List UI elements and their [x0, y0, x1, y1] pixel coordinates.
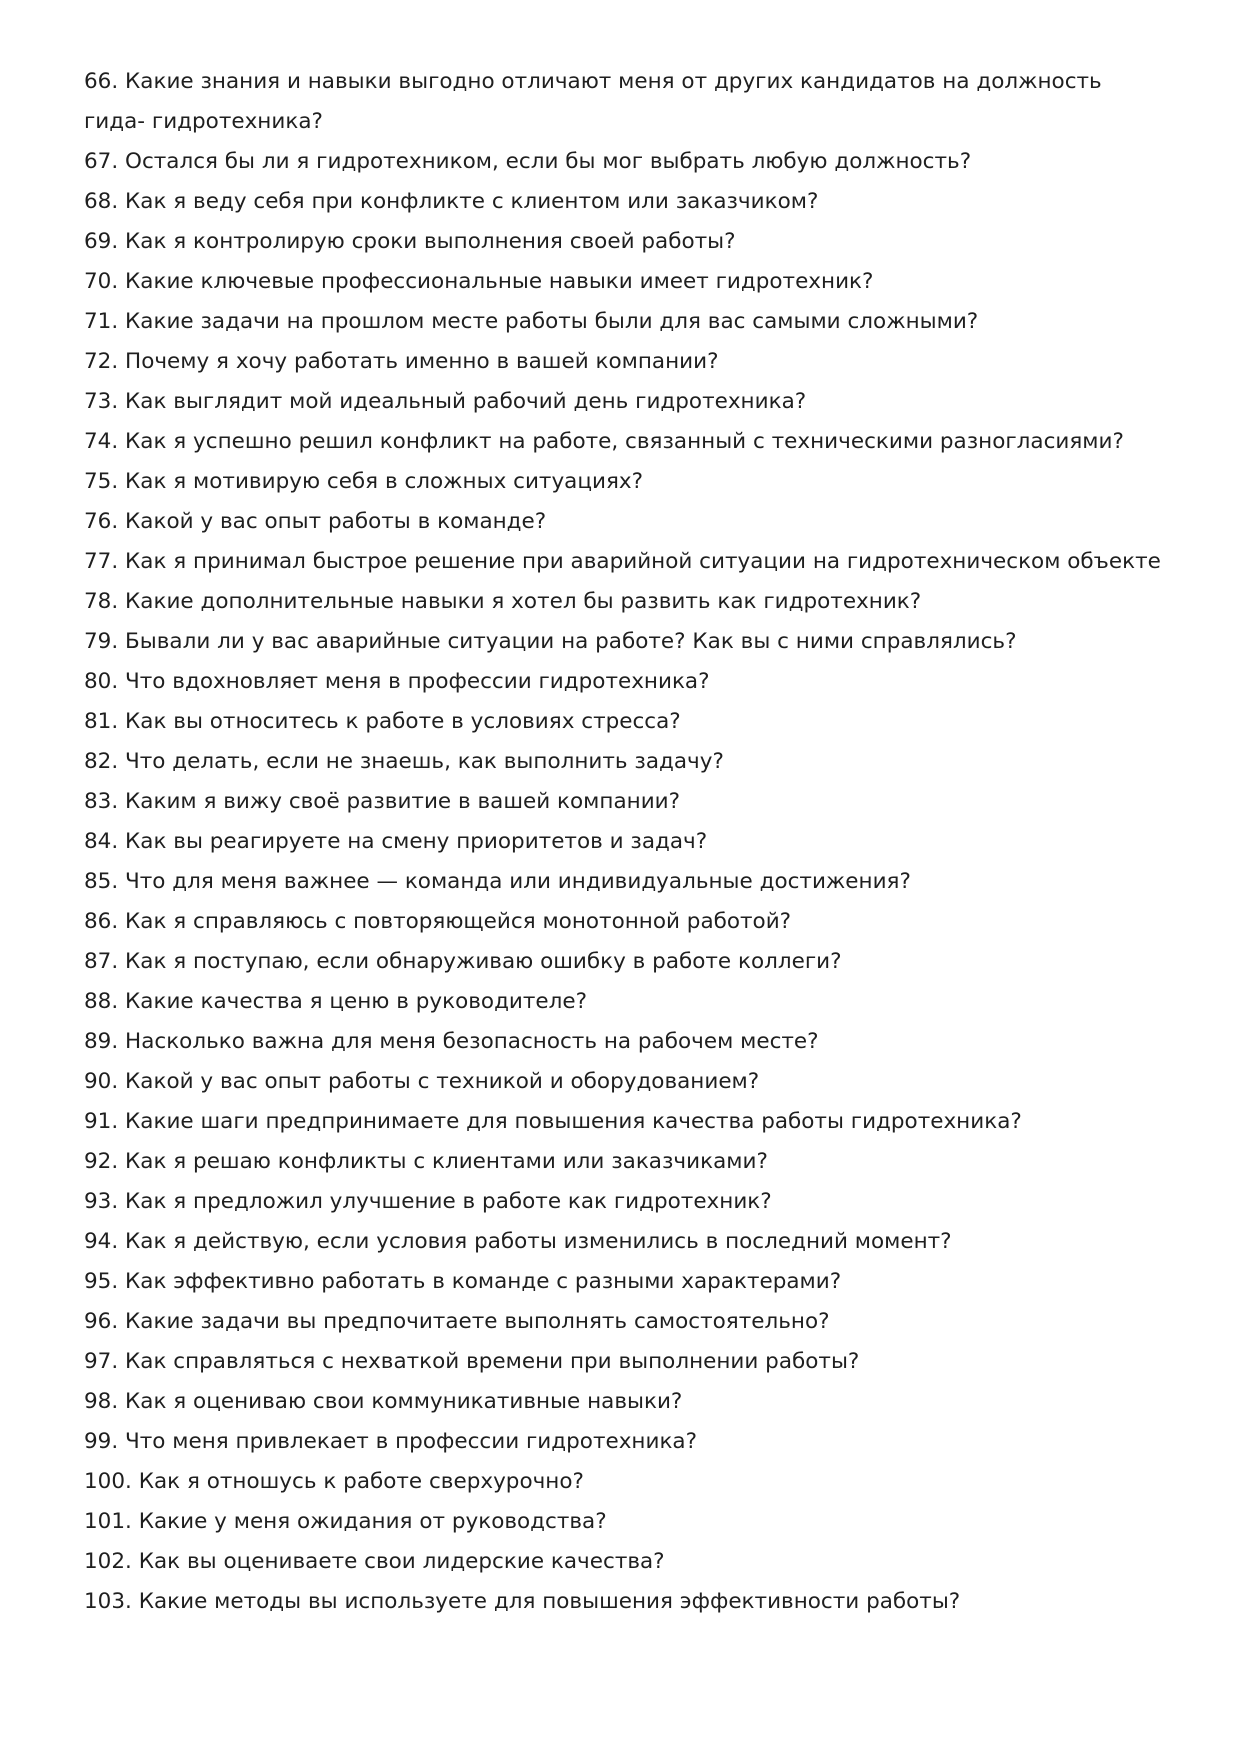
question-item: 74. Как я успешно решил конфликт на работе, связанный с техническими разногласиями?	[84, 429, 1124, 454]
question-item: 102. Как вы оцениваете свои лидерские качества?	[84, 1549, 665, 1574]
question-item: 72. Почему я хочу работать именно в вашей компании?	[84, 349, 719, 374]
question-list	[84, 62, 1164, 1622]
question-item: 73. Как выглядит мой идеальный рабочий день гидротехника?	[84, 389, 807, 414]
question-item: 80. Что вдохновляет меня в профессии гидротехника?	[84, 669, 710, 694]
question-item: 79. Бывали ли у вас аварийные ситуации на работе? Как вы с ними справлялись?	[84, 629, 1017, 654]
question-item: 93. Как я предложил улучшение в работе как гидротехник?	[84, 1189, 772, 1214]
question-item: 103. Какие методы вы используете для повышения эффективности работы?	[84, 1589, 961, 1614]
question-item: 70. Какие ключевые профессиональные навыки имеет гидротехник?	[84, 269, 874, 294]
question-item: 77. Как я принимал быстрое решение при аварийной ситуации на гидротехническом объекте	[84, 549, 1161, 574]
question-item: 69. Как я контролирую сроки выполнения своей работы?	[84, 229, 736, 254]
question-item: 99. Что меня привлекает в профессии гидротехника?	[84, 1429, 698, 1454]
question-item: 83. Каким я вижу своё развитие в вашей компании?	[84, 789, 681, 814]
question-item: 67. Остался бы ли я гидротехником, если бы мог выбрать любую должность?	[84, 149, 972, 174]
question-item: 90. Какой у вас опыт работы с техникой и оборудованием?	[84, 1069, 760, 1094]
question-item: 96. Какие задачи вы предпочитаете выполнять самостоятельно?	[84, 1309, 830, 1334]
question-item: 82. Что делать, если не знаешь, как выполнить задачу?	[84, 749, 724, 774]
question-item: 71. Какие задачи на прошлом месте работы были для вас самыми сложными?	[84, 309, 979, 334]
question-item: 95. Как эффективно работать в команде с разными характерами?	[84, 1269, 842, 1294]
question-item: 97. Как справляться с нехваткой времени при выполнении работы?	[84, 1349, 860, 1374]
question-item: 92. Как я решаю конфликты с клиентами или заказчиками?	[84, 1149, 768, 1174]
question-item: 91. Какие шаги предпринимаете для повышения качества работы гидротехника?	[84, 1109, 1022, 1134]
question-item: 98. Как я оцениваю свои коммуникативные навыки?	[84, 1389, 683, 1414]
question-item: 68. Как я веду себя при конфликте с клиентом или заказчиком?	[84, 189, 819, 214]
question-item: 89. Насколько важна для меня безопасность на рабочем месте?	[84, 1029, 819, 1054]
question-item: 85. Что для меня важнее — команда или индивидуальные достижения?	[84, 869, 911, 894]
question-item: 101. Какие у меня ожидания от руководства?	[84, 1509, 607, 1534]
question-item: 100. Как я отношусь к работе сверхурочно?	[84, 1469, 584, 1494]
question-item: 81. Как вы относитесь к работе в условиях стресса?	[84, 709, 681, 734]
question-item: 66. Какие знания и навыки выгодно отличают меня от других кандидатов на должность гида- гидротехника?	[84, 69, 1102, 134]
question-item: 87. Как я поступаю, если обнаруживаю ошибку в работе коллеги?	[84, 949, 842, 974]
question-item: 76. Какой у вас опыт работы в команде?	[84, 509, 547, 534]
question-item: 86. Как я справляюсь с повторяющейся монотонной работой?	[84, 909, 792, 934]
question-item: 94. Как я действую, если условия работы изменились в последний момент?	[84, 1229, 952, 1254]
question-item: 75. Как я мотивирую себя в сложных ситуациях?	[84, 469, 644, 494]
question-item: 78. Какие дополнительные навыки я хотел бы развить как гидротехник?	[84, 589, 922, 614]
question-item: 88. Какие качества я ценю в руководителе?	[84, 989, 588, 1014]
question-item: 84. Как вы реагируете на смену приоритетов и задач?	[84, 829, 708, 854]
